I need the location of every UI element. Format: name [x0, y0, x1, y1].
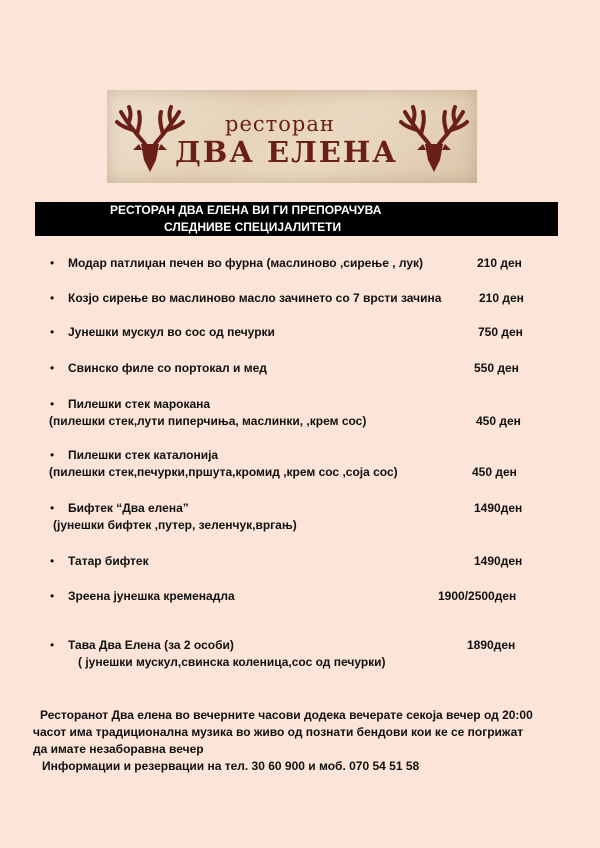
- menu-item-name: Тава Два Елена (за 2 особи): [68, 638, 234, 652]
- menu-item-description: (јунешки бифтек ,путер, зеленчук,вргањ): [53, 518, 297, 532]
- contact-info: Информации и резервации на тел. 30 60 900 и моб. 070 54 51 58: [42, 759, 420, 773]
- menu-item-description: ( јунешки мускул,свинска коленица,сос од печурки): [78, 655, 386, 669]
- bullet: •: [50, 291, 55, 305]
- menu-item-name: Пилешки стек марокана: [68, 397, 211, 411]
- bullet: •: [50, 361, 55, 375]
- banner-line-2: СЛЕДНИВЕ СПЕЦИЈАЛИТЕТИ: [35, 219, 558, 236]
- menu-item-price: 550 ден: [474, 361, 519, 375]
- bullet: •: [50, 397, 55, 411]
- menu-item-name: Татар бифтек: [68, 554, 149, 568]
- menu-item-price: 1490ден: [474, 554, 523, 568]
- menu-item-price: 450 ден: [472, 465, 517, 479]
- menu-item-price: 1900/2500ден: [438, 589, 517, 603]
- menu-item-name: Модар патлиџан печен во фурна (маслиново ,сирење , лук): [68, 256, 424, 270]
- menu-item-description: (пилешки стек,лути пиперчиња, маслинки, ,крем сос): [49, 414, 367, 428]
- menu-item-price: 1490ден: [474, 501, 523, 515]
- bullet: •: [50, 554, 55, 568]
- bullet: •: [50, 501, 55, 515]
- menu-item-name: Свинско филе со портокал и мед: [68, 361, 267, 375]
- banner-line-1: РЕСТОРАН ДВА ЕЛЕНА ВИ ГИ ПРЕПОРАЧУВА: [35, 202, 558, 219]
- menu-item-price: 450 ден: [476, 414, 521, 428]
- menu-item-price: 210 ден: [477, 256, 522, 270]
- logo-title: ДВА ЕЛЕНА: [175, 135, 398, 169]
- menu-item-name: Пилешки стек каталонија: [68, 448, 219, 462]
- deer-antlers-icon: [399, 104, 469, 176]
- bullet: •: [50, 589, 55, 603]
- bullet: •: [50, 325, 55, 339]
- menu-item-name: Зреена јунешка кременадла: [68, 589, 235, 603]
- bullet: •: [50, 448, 55, 462]
- menu-item-price: 1890ден: [467, 638, 516, 652]
- bullet: •: [50, 638, 55, 652]
- footer-text: Ресторанот Два елена во вечерните часови додека вечерате секоја вечер од 20:00: [40, 708, 533, 722]
- menu-item-description: (пилешки стек,печурки,пршута,кромид ,крем сос ,соја сос): [49, 465, 398, 479]
- menu-item-price: 750 ден: [478, 325, 523, 339]
- menu-item-name: Козјо сирење во маслиново масло зачинето со 7 врсти зачина: [68, 291, 442, 305]
- bullet: •: [50, 256, 55, 270]
- logo-subtitle: ресторан: [225, 112, 335, 136]
- footer-text: да имате незаборавна вечер: [33, 742, 204, 756]
- restaurant-logo: [107, 90, 477, 183]
- menu-item-price: 210 ден: [479, 291, 524, 305]
- menu-item-name: Јунешки мускул во сос од печурки: [68, 325, 275, 339]
- footer-text: часот има традиционална музика во живо од познати бендови кои ке се погрижат: [33, 725, 524, 739]
- menu-item-name: Бифтек “Два елена”: [68, 501, 189, 515]
